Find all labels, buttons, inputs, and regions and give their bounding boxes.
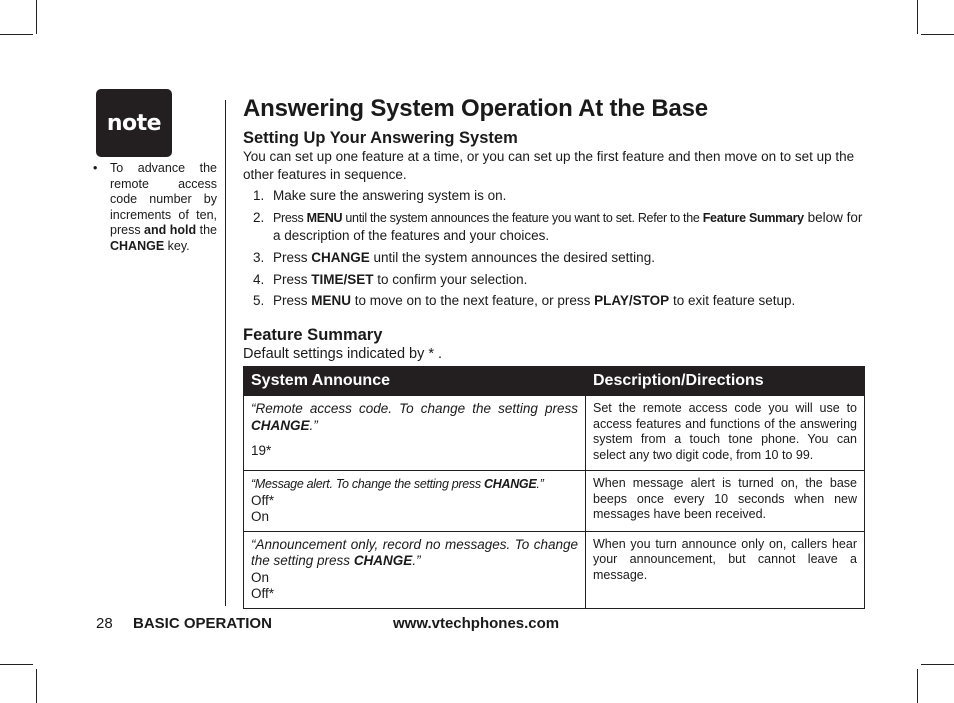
- crop-mark: [917, 0, 918, 34]
- crop-mark: [921, 664, 954, 665]
- setup-steps: [243, 187, 864, 309]
- setup-intro: You can set up one feature at a time, or you can set up the first feature and then move on to set up the other features in sequence.: [243, 149, 855, 182]
- section-heading-setup: Setting Up Your Answering System: [243, 129, 518, 147]
- step-key: CHANGE: [311, 250, 370, 265]
- prompt-key: CHANGE: [353, 553, 413, 568]
- announce-prompt: [251, 401, 578, 434]
- table-row: [244, 396, 865, 471]
- description-cell: When message alert is turned on, the base beeps once every 10 seconds when new messages have been received.: [586, 471, 865, 532]
- step-item: [243, 271, 864, 288]
- page-number: 28: [96, 615, 113, 632]
- feature-summary-table: [243, 366, 865, 609]
- step-text: to move on to the next feature, or press: [351, 293, 595, 308]
- announce-cell: [244, 396, 586, 471]
- side-note-bold: and hold: [144, 223, 197, 237]
- column-header-announce: System Announce: [244, 367, 586, 396]
- step-number: 4.: [253, 271, 265, 287]
- step-number: 5.: [253, 293, 265, 308]
- setting-value: On: [251, 509, 270, 524]
- step-item: [243, 249, 864, 266]
- crop-mark: [917, 669, 918, 703]
- description-cell: When you turn announce only on, callers hear your announcement, but cannot leave a message.: [586, 531, 865, 608]
- step-text: until the system announces the feature you want to set. Refer to the: [342, 210, 703, 225]
- announce-cell: [244, 531, 586, 608]
- setting-value: 19*: [251, 443, 272, 458]
- step-text: Press: [273, 271, 312, 287]
- announce-prompt: [251, 476, 578, 493]
- prompt-text: .”: [536, 477, 544, 491]
- crop-mark: [921, 34, 954, 35]
- setting-value: Off*: [251, 586, 275, 601]
- step-key: PLAY/STOP: [594, 293, 670, 308]
- prompt-text: .”: [412, 553, 421, 568]
- step-text: to confirm your selection.: [373, 271, 528, 287]
- prompt-text: “Announcement only, record no messages. To change the setting press: [251, 536, 578, 568]
- step-text: Press: [273, 210, 307, 225]
- crop-mark: [36, 0, 37, 34]
- setting-value: On: [251, 569, 270, 585]
- announce-cell: [244, 471, 586, 532]
- step-text: Press: [273, 293, 312, 308]
- description-cell: Set the remote access code you will use to access features and functions of the answering system from a touch tone phone. You can select any two digit code, from 10 to 99.: [586, 396, 865, 471]
- side-note-bold: CHANGE: [110, 238, 165, 253]
- note-badge-label: note: [106, 110, 162, 136]
- step-key: MENU: [306, 210, 343, 225]
- prompt-text: “Remote access code. To change the setting press: [251, 401, 578, 416]
- table-row: [244, 471, 865, 532]
- section-heading-summary: Feature Summary: [243, 326, 383, 344]
- prompt-text: .”: [309, 417, 318, 433]
- step-ref: Feature Summary: [702, 210, 804, 225]
- vertical-divider: [225, 100, 226, 606]
- table-header-row: [244, 367, 865, 396]
- step-text: below for a description of the features and your choices.: [273, 209, 863, 243]
- step-text: until the system announces the desired setting.: [369, 250, 655, 265]
- crop-mark: [0, 664, 33, 665]
- side-note: [93, 161, 217, 254]
- step-number: 2.: [253, 209, 265, 225]
- announce-prompt: [251, 537, 578, 570]
- step-item: [243, 209, 864, 245]
- crop-mark: [36, 669, 37, 703]
- prompt-text: “Message alert. To change the setting press: [251, 477, 485, 491]
- note-icon: [96, 89, 172, 157]
- step-key: MENU: [311, 293, 352, 308]
- step-key: TIME/SET: [311, 271, 374, 287]
- table-row: [244, 531, 865, 608]
- bullet: •: [93, 161, 98, 175]
- step-text: to exit feature setup.: [669, 293, 796, 308]
- setting-value: Off*: [251, 492, 275, 508]
- step-text: Make sure the answering system is on.: [273, 188, 507, 203]
- column-header-description: Description/Directions: [586, 367, 865, 396]
- page-title: Answering System Operation At the Base: [243, 95, 708, 122]
- step-number: 3.: [253, 250, 265, 265]
- footer-url: www.vtechphones.com: [393, 615, 560, 632]
- prompt-key: CHANGE: [484, 477, 537, 491]
- step-item: [243, 187, 864, 204]
- step-text: Press: [273, 250, 312, 265]
- step-item: [243, 292, 864, 309]
- main-content: [243, 94, 864, 609]
- side-note-text-part: the: [196, 223, 217, 237]
- crop-mark: [0, 34, 33, 35]
- side-note-text: [110, 161, 217, 254]
- prompt-key: CHANGE: [251, 417, 310, 433]
- side-note-text-part: To advance the remote access code number by increments of ten, press: [110, 161, 217, 237]
- side-note-text-part: key.: [164, 238, 190, 253]
- footer-section: BASIC OPERATION: [133, 615, 272, 632]
- defaults-note: Default settings indicated by * .: [243, 346, 443, 362]
- step-number: 1.: [253, 188, 265, 203]
